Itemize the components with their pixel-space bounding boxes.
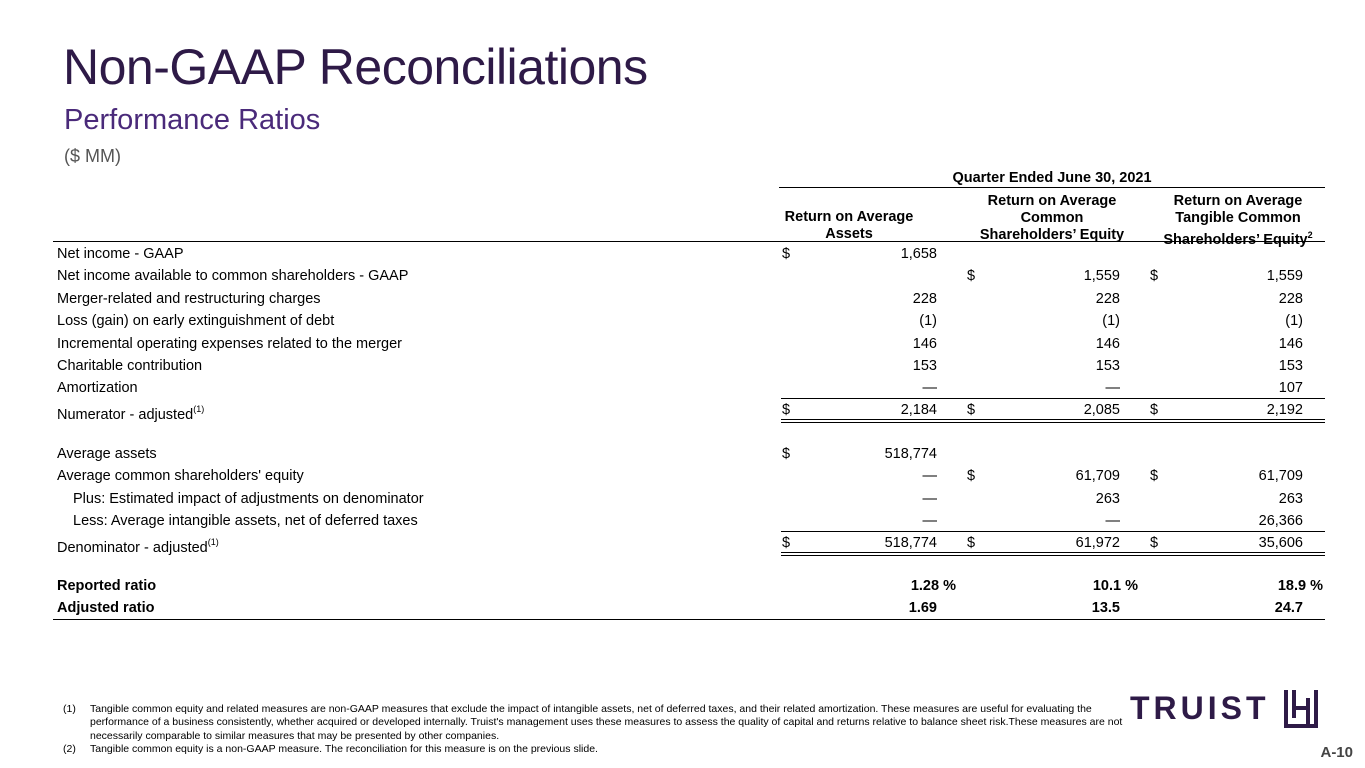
header-rule [53,241,1325,242]
cell-value: 146 [1095,336,1120,352]
cell-value: 228 [912,291,937,307]
cell-value: 228 [1095,291,1120,307]
cell-value: 1.69 [908,600,937,616]
dollar-sign: $ [782,246,791,262]
row-label: Adjusted ratio [57,600,155,616]
table-row [53,510,1325,532]
logo-wordmark: TRUIST [1130,690,1270,726]
table-row [53,532,1325,554]
cell-value: 518,774 [884,446,937,462]
dollar-sign: $ [1150,468,1159,484]
cell-value: — [922,468,937,484]
cell-value: 1,559 [1266,268,1303,284]
cell-value: (1) [1102,313,1120,329]
truist-hh-logo-icon [1282,688,1320,728]
row-label: Numerator - adjusted [57,406,194,423]
table-row [53,377,1325,399]
footnote-1: (1) Tangible common equity and related measures are non-GAAP measures that exclude the impact of intangible assets, net of deferred taxes, and their related amortization. These measures are useful for evaluating the performance of a business consistently, whether acquired or developed internally. Truist's management uses these measures to assess the quality of capital and returns relative to balance sheet risk.These measures are not necessarily comparable to similar measures that may be presented by other companies. [63,703,1123,742]
row-label-wrap [57,532,219,559]
cell-value: 61,709 [1258,468,1303,484]
cell-value: 13.5 [1091,600,1120,616]
page-subtitle: Performance Ratios [64,104,321,136]
cell-value: 263 [1095,491,1120,507]
row-label-wrap [57,399,204,426]
dollar-sign: $ [967,402,976,418]
cell-value: 1,658 [900,246,937,262]
cell-value: 2,184 [900,402,937,418]
table-row [53,243,1325,265]
row-label: Merger-related and restructuring charges [57,291,321,307]
table-row [53,443,1325,465]
denominator-double-rule [781,552,1325,556]
cell-value: — [1105,513,1120,529]
cell-value: 263 [1278,491,1303,507]
quarter-header-rule [779,187,1325,188]
table-row [53,399,1325,421]
row-label: Reported ratio [57,578,157,594]
dollar-sign: $ [967,535,976,551]
cell-value: 61,709 [1075,468,1120,484]
dollar-sign: $ [967,468,976,484]
denominator-top-rule [781,531,1325,532]
cell-value: 1,559 [1083,268,1120,284]
footnote-ref-2: 2 [1307,230,1313,240]
cell-value: 153 [912,358,937,374]
table-row [53,465,1325,487]
cell-value: 146 [912,336,937,352]
page-number: A-10 [1320,744,1353,761]
table-row [53,333,1325,355]
cell-value: 35,606 [1258,535,1303,551]
unit-label: ($ MM) [64,146,121,166]
dollar-sign: $ [1150,402,1159,418]
cell-value: 2,192 [1266,402,1303,418]
table-bottom-rule [53,619,1325,620]
row-label: Net income available to common shareholders - GAAP [57,268,409,284]
cell-value: 228 [1278,291,1303,307]
cell-value: 2,085 [1083,402,1120,418]
cell-value: 1.28 % [910,578,956,594]
column-header-rotce: Return on Average Tangible Common Shareholders’ Equity$^2$ [1163,193,1313,248]
cell-value: 61,972 [1075,535,1120,551]
row-label: Average common shareholders' equity [57,468,304,484]
quarter-header: Quarter Ended June 30, 2021 [952,170,1152,186]
table-row [53,265,1325,287]
table-row [53,597,1325,619]
column-header-roa: Return on Average Assets [784,209,914,242]
cell-value: 107 [1278,380,1303,396]
cell-value: 518,774 [884,535,937,551]
row-label: Plus: Estimated impact of adjustments on denominator [73,491,424,507]
footnotes [63,703,1148,756]
cell-value: 153 [1095,358,1120,374]
dollar-sign: $ [967,268,976,284]
row-label: Incremental operating expenses related to the merger [57,336,402,352]
dollar-sign: $ [782,446,791,462]
dollar-sign: $ [782,535,791,551]
cell-value: (1) [1285,313,1303,329]
cell-value: 26,366 [1258,513,1303,529]
column-header-roce: Return on Average Common Shareholders’ Equity [979,193,1125,243]
cell-value: — [1105,380,1120,396]
table-row [53,488,1325,510]
cell-value: — [922,380,937,396]
cell-value: 146 [1278,336,1303,352]
cell-value: 24.7 [1274,600,1303,616]
row-label: Average assets [57,446,157,462]
cell-value: 10.1 % [1092,578,1138,594]
footnote-2: (2) Tangible common equity is a non-GAAP measure. The reconciliation for this measure is on the previous slide. [63,742,598,755]
dollar-sign: $ [1150,535,1159,551]
numerator-double-rule [781,419,1325,423]
cell-value: — [922,491,937,507]
table-row [53,288,1325,310]
dollar-sign: $ [1150,268,1159,284]
footnote-ref-1: (1) [193,404,205,414]
table-row [53,310,1325,332]
row-label: Less: Average intangible assets, net of deferred taxes [73,513,418,529]
cell-value: — [922,513,937,529]
footnote-ref-1: (1) [207,537,219,547]
row-label: Loss (gain) on early extinguishment of debt [57,313,335,329]
cell-value: (1) [919,313,937,329]
row-label: Charitable contribution [57,358,203,374]
table-row [53,575,1325,597]
row-label: Amortization [57,380,138,396]
table-row [53,355,1325,377]
row-label: Denominator - adjusted [57,539,208,556]
numerator-top-rule [781,398,1325,399]
cell-value: 18.9 % [1277,578,1323,594]
cell-value: 153 [1278,358,1303,374]
page-title: Non-GAAP Reconciliations [63,39,648,95]
row-label: Net income - GAAP [57,246,184,262]
dollar-sign: $ [782,402,791,418]
